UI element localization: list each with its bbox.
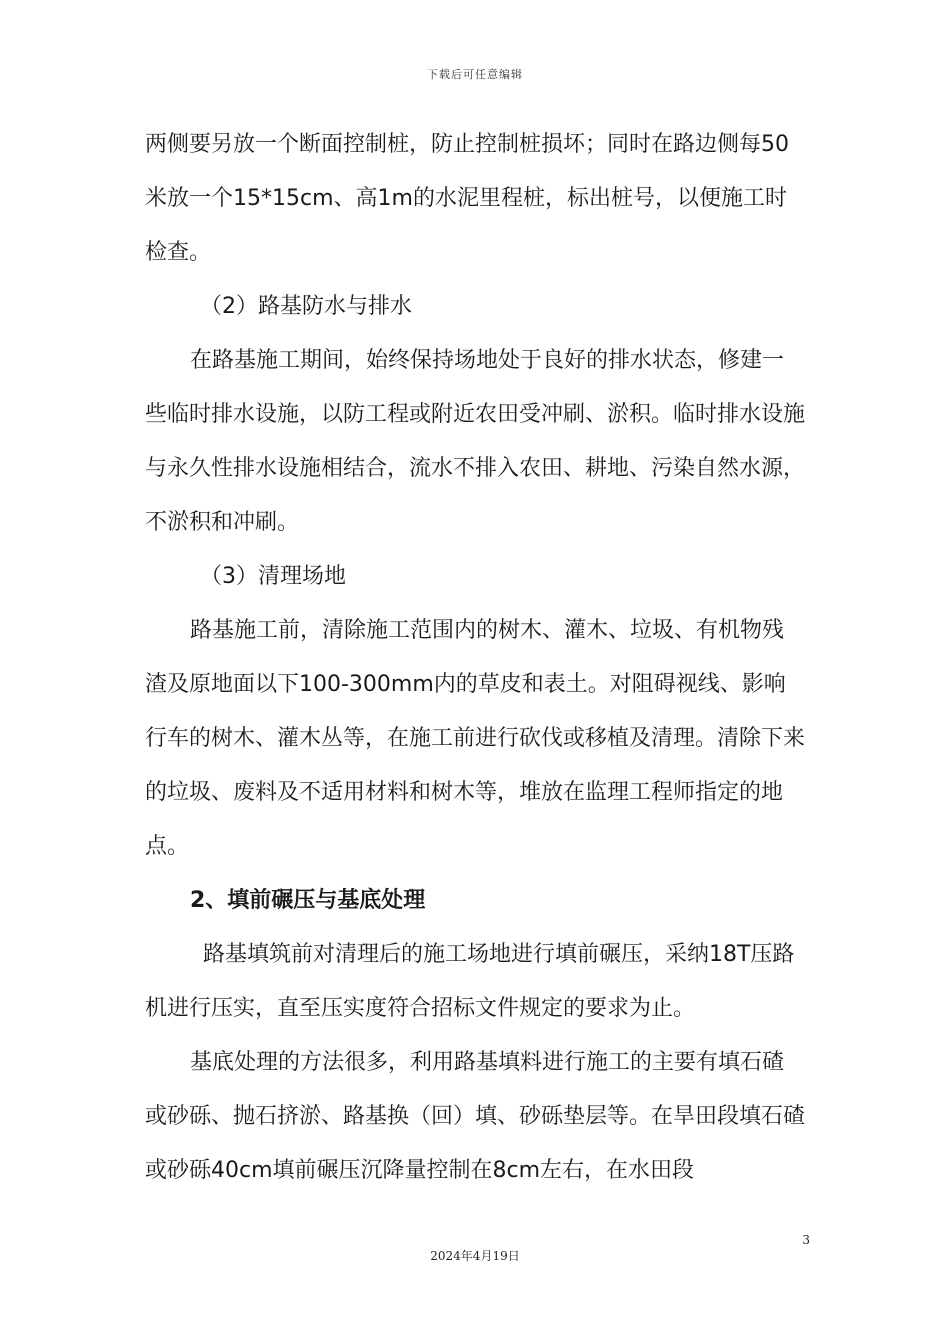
page-number: 3 <box>802 1233 810 1247</box>
paragraph-drainage: 在路基施工期间，始终保持场地处于良好的排水状态，修建一些临时排水设施，以防工程或附近农田受冲刷、淤积。临时排水设施与永久性排水设施相结合，流水不排入农田、耕地、污染自然水源，不淤积和冲刷。 <box>145 348 806 535</box>
header-note: 下载后可任意编辑 <box>427 68 523 81</box>
document-body <box>145 118 805 1198</box>
paragraph-pre-compaction: 路基填筑前对清理后的施工场地进行填前碾压，采纳18T压路机进行压实，直至压实度符合招标文件规定的要求为止。 <box>145 942 795 1021</box>
section-heading-compaction: 2、填前碾压与基底处理 <box>190 888 426 913</box>
paragraph-site-clearing: 路基施工前，清除施工范围内的树木、灌木、垃圾、有机物残渣及原地面以下100-300mm内的草皮和表土。对阻碍视线、影响行车的树木、灌木丛等，在施工前进行砍伐或移植及清理。清除下来的垃圾、废料及不适用材料和树木等，堆放在监理工程师指定的地点。 <box>145 618 806 859</box>
paragraph-control-stakes: 两侧要另放一个断面控制桩，防止控制桩损坏；同时在路边侧每50米放一个15*15cm、高1m的水泥里程桩，标出桩号，以便施工时检查。 <box>145 132 789 265</box>
subheading-drainage: （2）路基防水与排水 <box>200 294 412 319</box>
paragraph-base-treatment: 基底处理的方法很多，利用路基填料进行施工的主要有填石碴或砂砾、抛石挤淤、路基换（回）填、砂砾垫层等。在旱田段填石碴或砂砾40cm填前碾压沉降量控制在8cm左右，在水田段 <box>145 1050 806 1183</box>
footer-date: 2024年4月19日 <box>430 1249 520 1263</box>
subheading-site-clearing: （3）清理场地 <box>200 564 346 589</box>
